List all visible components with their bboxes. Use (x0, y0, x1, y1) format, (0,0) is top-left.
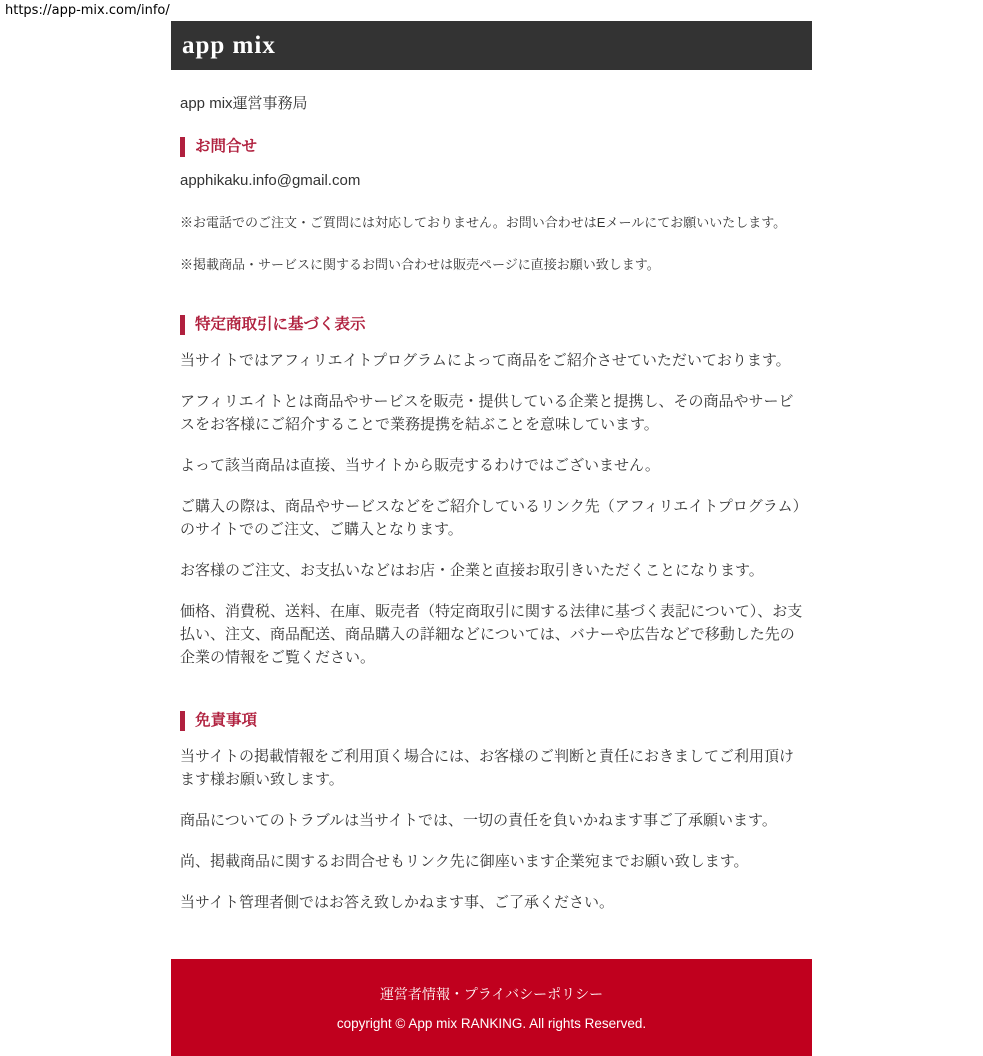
paragraph: ご購入の際は、商品やサービスなどをご紹介しているリンク先（アフィリエイトプログラム）のサイトでのご注文、ご購入となります。 (180, 498, 801, 538)
contact-email: apphikaku.info@gmail.com (180, 172, 361, 189)
footer-privacy-policy-link[interactable]: 運営者情報・プライバシーポリシー (379, 986, 604, 1002)
section-heading-contact: お問合せ (180, 137, 803, 157)
paragraph: よって該当商品は直接、当サイトから販売するわけではございません。 (180, 457, 660, 474)
site-footer (171, 959, 812, 1056)
operator-name: app mix運営事務局 (180, 95, 308, 112)
site-container (171, 21, 812, 1056)
section-disclaimer (180, 711, 803, 914)
paragraph: 尚、掲載商品に関するお問合せもリンク先に御座います企業宛までお願い致します。 (180, 853, 749, 870)
paragraph: 当サイトではアフィリエイトプログラムによって商品をご紹介させていただいております。 (180, 352, 791, 369)
contact-note-phone: ※お電話でのご注文・ご質問には対応しておりません。お問い合わせはEメールにてお願いいたします。 (180, 215, 787, 230)
page-url: https://app-mix.com/info/ (5, 3, 170, 18)
copyright-text: copyright © App mix RANKING. All rights Reserved. (336, 1016, 647, 1031)
paragraph: 価格、消費税、送料、在庫、販売者（特定商取引に関する法律に基づく表記について）、お支払い、注文、商品配送、商品購入の詳細などについては、バナーや広告などで移動した先の企業の情報をご覧ください。 (180, 603, 803, 666)
section-contact (180, 137, 803, 273)
contact-note-products: ※掲載商品・サービスに関するお問い合わせは販売ページに直接お願い致します。 (180, 257, 660, 272)
paragraph: 商品についてのトラブルは当サイトでは、一切の責任を負いかねます事ご了承願います。 (180, 812, 777, 829)
section-heading-commercial-law: 特定商取引に基づく表示 (180, 315, 803, 335)
site-header (171, 21, 812, 70)
site-title: app mix (182, 31, 276, 59)
paragraph: お客様のご注文、お支払いなどはお店・企業と直接お取引きいただくことになります。 (180, 562, 764, 579)
paragraph: 当サイト管理者側ではお答え致しかねます事、ご了承ください。 (180, 894, 614, 911)
main-content (171, 92, 812, 914)
section-commercial-law (180, 315, 803, 669)
paragraph: アフィリエイトとは商品やサービスを販売・提供している企業と提携し、その商品やサービスをお客様にご紹介することで業務提携を結ぶことを意味しています。 (180, 393, 794, 433)
paragraph: 当サイトの掲載情報をご利用頂く場合には、お客様のご判断と責任におきましてご利用頂けます様お願い致します。 (180, 748, 794, 788)
section-heading-disclaimer: 免責事項 (180, 711, 803, 731)
